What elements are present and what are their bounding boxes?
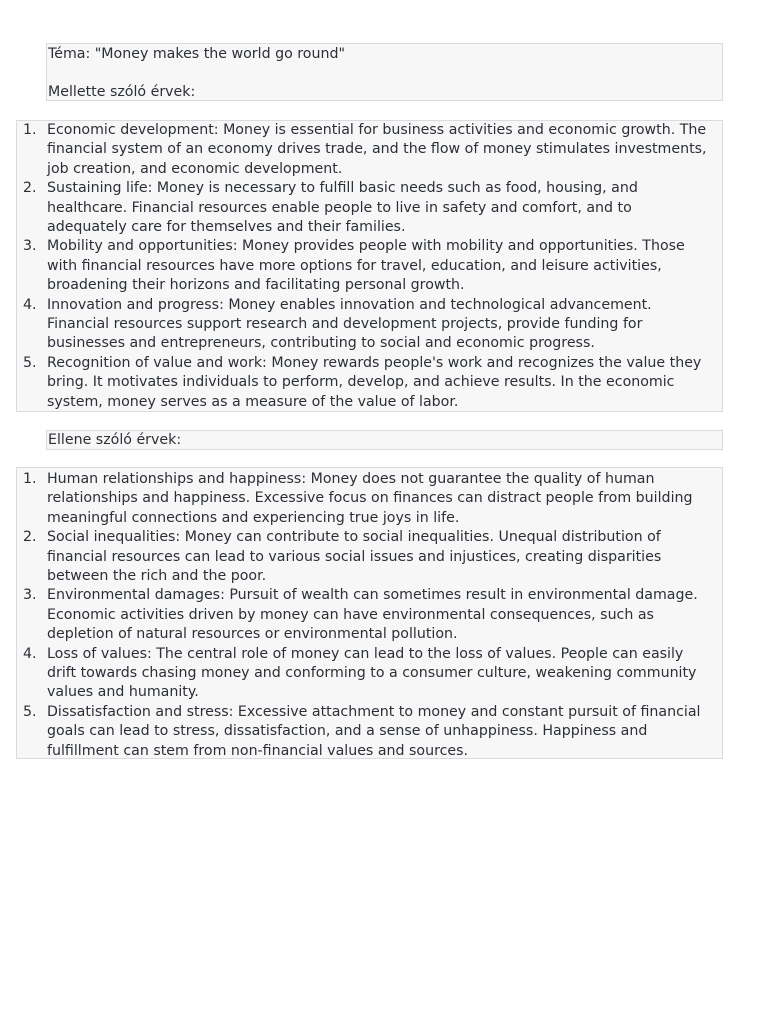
list-number: 3. [23, 238, 37, 255]
list-item [17, 528, 722, 586]
list-item-text: Mobility and opportunities: Money provides people with mobility and opportunities. Those with financial resources have more options for travel, education, and leisure activities, broadening their horizons and facilitating personal growth. [47, 238, 685, 294]
list-item [17, 296, 722, 354]
list-item-text: Environmental damages: Pursuit of wealth can sometimes result in environmental damage. Economic activities driven by money can have environmental consequences, such as depletion of natural resources or environmental pollution. [47, 587, 698, 643]
list-item-text: Social inequalities: Money can contribute to social inequalities. Unequal distribution of financial resources can lead to various social issues and injustices, creating disparities between the rich and the poor. [47, 529, 662, 585]
list-item [17, 121, 722, 179]
con-heading-box [46, 430, 723, 450]
list-number: 2. [23, 180, 37, 197]
con-heading: Ellene szóló érvek: [48, 432, 182, 448]
list-number: 5. [23, 354, 37, 371]
list-number: 4. [23, 645, 37, 662]
topic-title: Téma: "Money makes the world go round" [48, 46, 345, 62]
list-item [17, 645, 722, 703]
list-number: 2. [23, 529, 37, 546]
list-item-text: Sustaining life: Money is necessary to fulfill basic needs such as food, housing, and healthcare. Financial resources enable people to live in safety and comfort, and to adequately care for themselves and their families. [47, 180, 638, 236]
list-number: 1. [23, 471, 37, 487]
list-item [17, 179, 722, 237]
list-item-text: Dissatisfaction and stress: Excessive attachment to money and constant pursuit of financial goals can lead to stress, dissatisfaction, and a sense of unhappiness. Happiness and fulfillment can stem from non-financial values and sources. [47, 703, 701, 759]
list-item-text: Human relationships and happiness: Money does not guarantee the quality of human relationships and happiness. Excessive focus on finances can distract people from building meaningful connections and experiencing true joys in life. [47, 471, 693, 526]
pro-arguments-list [17, 121, 722, 412]
list-number: 5. [23, 703, 37, 720]
list-number: 1. [23, 122, 37, 138]
con-arguments-box [16, 467, 723, 759]
list-item-text: Innovation and progress: Money enables innovation and technological advancement. Financial resources support research and development projects, provide funding for businesses and entrepreneurs, contributing to social and economic progress. [47, 296, 652, 352]
list-item [17, 354, 722, 412]
list-number: 3. [23, 587, 37, 604]
list-item-text: Economic development: Money is essential for business activities and economic growth. The financial system of an economy drives trade, and the flow of money stimulates investments, job creation, and economic development. [47, 122, 707, 177]
pro-heading: Mellette szóló érvek: [48, 84, 196, 100]
list-item [17, 237, 722, 295]
list-item [17, 470, 722, 528]
intro-box [46, 43, 723, 101]
list-number: 4. [23, 296, 37, 313]
list-item [17, 586, 722, 644]
pro-arguments-box [16, 120, 723, 412]
list-item [17, 703, 722, 761]
list-item-text: Recognition of value and work: Money rewards people's work and recognizes the value they bring. It motivates individuals to perform, develop, and achieve results. In the economic system, money serves as a measure of the value of labor. [47, 354, 702, 410]
con-arguments-list [17, 468, 722, 761]
list-item-text: Loss of values: The central role of money can lead to the loss of values. People can easily drift towards chasing money and conforming to a consumer culture, weakening community values and humanity. [47, 645, 697, 701]
